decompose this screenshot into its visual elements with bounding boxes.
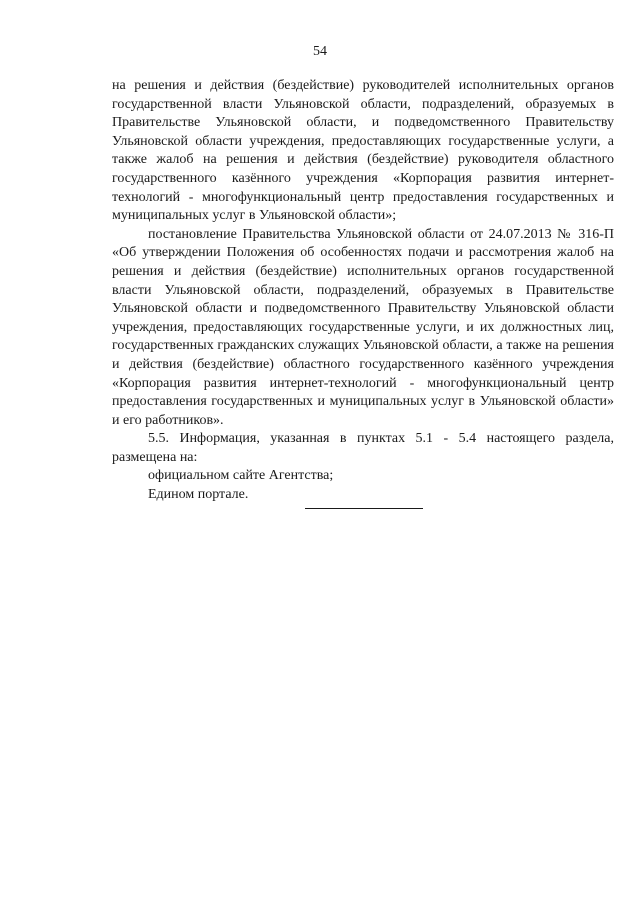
paragraph-section-5-5: 5.5. Информация, указанная в пунктах 5.1 - 5.4 настоящего раздела, размещена на: — [112, 431, 614, 465]
closing-rule — [305, 508, 423, 509]
paragraph-resolution-316p: постановление Правительства Ульяновской области от 24.07.2013 № 316-П «Об утверждении Положения об особенностях подачи и рассмотрения жалоб на решения и действия (бездействие) исполнительных органов государственной власти Ульяновской области, подразделений, образуемых в Правительстве Ульяновской области и подведомственного Правительству Ульяновской области учреждения, предоставляющих государственные услуги, и их должностных лиц, государственных гражданских служащих Ульяновской области, а также на решения и действия (бездействие) областного государственного казённого учреждения «Корпорация развития интернет-технологий - многофункциональный центр предоставления государственных и муниципальных услуг в Ульяновской области» и его работников». — [112, 226, 614, 428]
page-number: 54 — [313, 44, 327, 59]
list-item-agency-website: официальном сайте Агентства; — [148, 468, 334, 484]
paragraph-complaints-continuation: на решения и действия (бездействие) руководителей исполнительных органов государственной власти Ульяновской области, подразделений, образуемых в Правительстве Ульяновской области, и подведомственного Правительству Ульяновской области учреждения, предоставляющих государственные услуги, а также жалоб на решения и действия (бездействие) руководителя областного государственного казённого учреждения «Корпорация развития интернет-технологий - многофункциональный центр предоставления государственных и муниципальных услуг в Ульяновской области»; — [112, 78, 614, 224]
document-body — [112, 77, 614, 505]
list-item-unified-portal: Едином портале. — [148, 487, 249, 503]
